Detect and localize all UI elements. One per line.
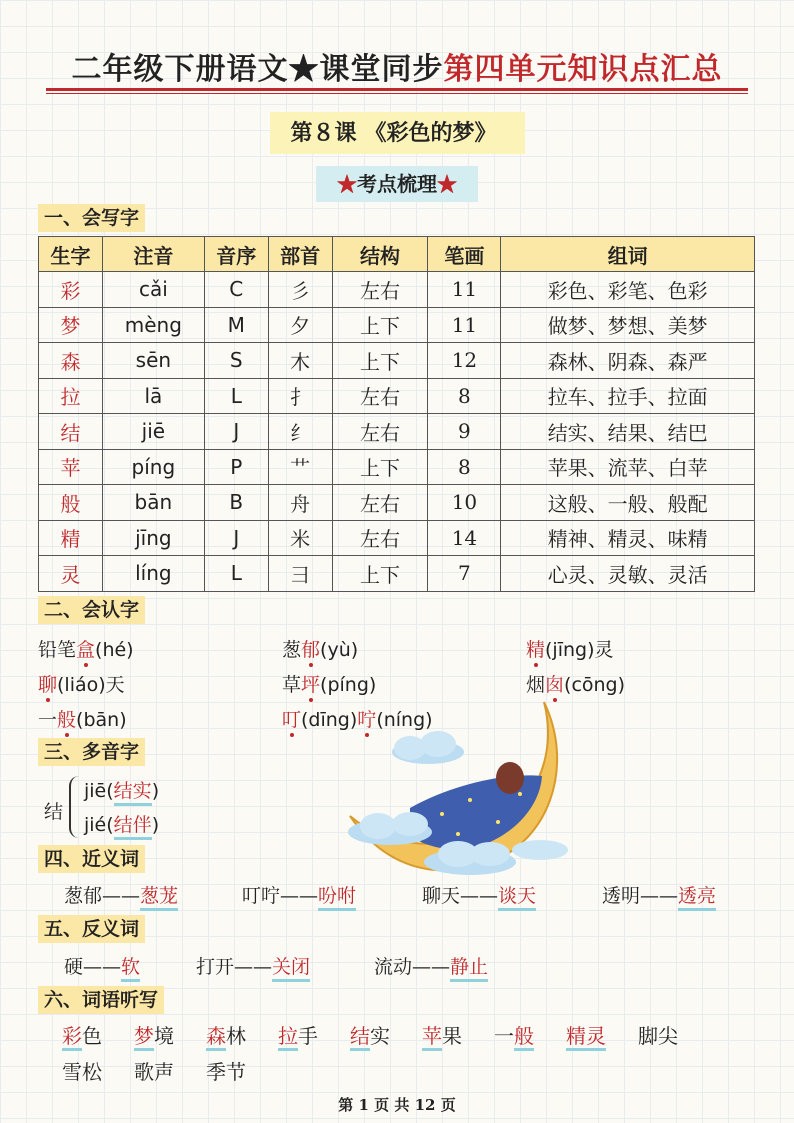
- cell-radical: 夕: [268, 307, 332, 343]
- polyphone-char: 结: [44, 801, 64, 823]
- synonym-word: 叮咛——: [242, 885, 319, 907]
- synonym-answer: 葱茏: [140, 885, 178, 911]
- dictation-char: 梦: [134, 1024, 154, 1051]
- cell-pinyin: píng: [102, 449, 204, 485]
- recognize-pinyin: (jīng)灵: [545, 639, 614, 661]
- cell-strokes: 14: [428, 520, 501, 556]
- cell-pinyin: líng: [102, 556, 204, 592]
- cell-char: 苹: [39, 449, 103, 485]
- col-header: 音序: [204, 237, 268, 272]
- cell-structure: 左右: [332, 272, 428, 308]
- table-header-row: [39, 237, 755, 272]
- recognize-char: 郁: [301, 639, 321, 661]
- cell-radical: 舟: [268, 485, 332, 521]
- cell-pinyin: cǎi: [102, 272, 204, 308]
- section-heading-write: 一、会写字: [38, 204, 145, 232]
- synonym-word: 葱郁——: [64, 885, 141, 907]
- table-row: [39, 343, 755, 379]
- antonym-answer: 静止: [450, 956, 488, 982]
- kaodian-label: 考点梳理: [357, 172, 437, 196]
- table-row: [39, 520, 755, 556]
- synonym-word: 透明——: [602, 885, 679, 907]
- cell-radical: 米: [268, 520, 332, 556]
- cell-initial: C: [204, 272, 268, 308]
- cell-initial: M: [204, 307, 268, 343]
- col-header: 组词: [501, 237, 755, 272]
- dictation-word: [134, 1020, 174, 1049]
- cell-strokes: 11: [428, 272, 501, 308]
- dictation-word: 雪松: [62, 1060, 102, 1084]
- dictation-word: [494, 1020, 534, 1049]
- dictation-char: 手: [298, 1024, 318, 1048]
- title-underline-thin: [46, 93, 748, 94]
- cell-structure: 上下: [332, 307, 428, 343]
- cell-words: 精神、精灵、味精: [501, 520, 755, 556]
- cell-radical: 扌: [268, 378, 332, 414]
- cell-strokes: 11: [428, 307, 501, 343]
- col-header: 生字: [39, 237, 103, 272]
- dictation-word: [206, 1020, 246, 1049]
- brace-icon: [69, 776, 81, 838]
- antonym-answer: 软: [121, 956, 140, 982]
- recognize-pinyin: (yù): [320, 639, 359, 661]
- polyphone-reading: [84, 776, 159, 803]
- lesson-number: 第８课: [290, 120, 357, 146]
- recognize-char: 般: [57, 709, 77, 731]
- dictation-char: 林: [226, 1024, 246, 1048]
- title-part1: 二年级下册语文★课堂同步: [71, 52, 444, 87]
- antonym-answer: 关闭: [272, 956, 310, 982]
- cell-char: 拉: [39, 378, 103, 414]
- recognize-char: 盒: [76, 639, 96, 661]
- col-header: 注音: [102, 237, 204, 272]
- table-row: [39, 414, 755, 450]
- cell-words: 这般、一般、般配: [501, 485, 755, 521]
- cell-initial: L: [204, 556, 268, 592]
- cell-words: 彩色、彩笔、色彩: [501, 272, 755, 308]
- page-title: [0, 44, 794, 88]
- dictation-word: [350, 1020, 390, 1049]
- dictation-char: 般: [514, 1024, 534, 1051]
- dictation-char: 一: [494, 1024, 514, 1048]
- table-row: [39, 485, 755, 521]
- kaodian-banner: [316, 166, 478, 202]
- polyphone-word: 结实: [114, 780, 152, 806]
- dictation-char: 森: [206, 1024, 226, 1051]
- title-underline: [46, 88, 748, 91]
- recognize-item: [38, 670, 125, 697]
- cell-strokes: 10: [428, 485, 501, 521]
- cell-initial: J: [204, 414, 268, 450]
- recognize-char: 坪: [301, 674, 321, 696]
- recognize-char: 聊: [38, 674, 58, 696]
- page-footer: 第 1 页 共 12 页: [338, 1096, 456, 1114]
- recognize-pre: 铅笔: [38, 639, 77, 661]
- cell-words: 做梦、梦想、美梦: [501, 307, 755, 343]
- dictation-word: [62, 1020, 102, 1049]
- recognize-char: 精: [526, 639, 546, 661]
- cell-structure: 上下: [332, 556, 428, 592]
- dictation-char: 色: [82, 1024, 102, 1048]
- recognize-pre: 葱: [282, 639, 302, 661]
- cell-char: 森: [39, 343, 103, 379]
- cell-pinyin: sēn: [102, 343, 204, 379]
- cell-pinyin: bān: [102, 485, 204, 521]
- cell-structure: 上下: [332, 343, 428, 379]
- recognize-pre: 一: [38, 709, 58, 731]
- recognize-pinyin: (dīng): [301, 709, 358, 731]
- dictation-word: [278, 1020, 318, 1049]
- antonym-word: 打开——: [196, 956, 273, 978]
- lesson-banner: [270, 112, 525, 154]
- recognize-item: [526, 670, 625, 697]
- polyphone-paren: ): [151, 780, 160, 802]
- synonym-pair: [602, 881, 716, 908]
- cell-radical: 艹: [268, 449, 332, 485]
- synonym-pair: [64, 881, 178, 908]
- section-heading-synonyms: 四、近义词: [38, 845, 145, 873]
- lesson-name: 《彩色的梦》: [364, 120, 497, 146]
- star-icon: ★: [437, 172, 457, 196]
- recognize-pinyin: (cōng): [564, 674, 626, 696]
- cell-pinyin: lā: [102, 378, 204, 414]
- dictation-word: [566, 1020, 606, 1049]
- cell-structure: 左右: [332, 414, 428, 450]
- cell-structure: 左右: [332, 485, 428, 521]
- section-heading-recognize: 二、会认字: [38, 596, 145, 624]
- cell-radical: 纟: [268, 414, 332, 450]
- cell-words: 心灵、灵敏、灵活: [501, 556, 755, 592]
- dictation-char: 果: [442, 1024, 462, 1048]
- recognize-char: 囱: [545, 674, 565, 696]
- antonym-pair: [196, 952, 310, 979]
- cell-initial: S: [204, 343, 268, 379]
- table-row: [39, 556, 755, 592]
- dictation-char: 实: [370, 1024, 390, 1048]
- dictation-word: 季节: [206, 1060, 246, 1084]
- cell-radical: 彐: [268, 556, 332, 592]
- cell-initial: L: [204, 378, 268, 414]
- dictation-char: 彩: [62, 1024, 82, 1051]
- recognize-item: [282, 670, 376, 697]
- cell-words: 苹果、流苹、白苹: [501, 449, 755, 485]
- cell-words: 森林、阴森、森严: [501, 343, 755, 379]
- recognize-pre: 烟: [526, 674, 546, 696]
- table-row: [39, 307, 755, 343]
- cell-pinyin: jīng: [102, 520, 204, 556]
- dictation-word: 歌声: [134, 1060, 174, 1084]
- cell-char: 彩: [39, 272, 103, 308]
- moon-illustration: [330, 696, 580, 882]
- recognize-item: [526, 635, 614, 662]
- recognize-item: [38, 635, 134, 662]
- cell-structure: 左右: [332, 378, 428, 414]
- dictation-char: 拉: [278, 1024, 298, 1051]
- recognize-item: [282, 635, 358, 662]
- cell-char: 精: [39, 520, 103, 556]
- dictation-char: 精灵: [566, 1024, 606, 1051]
- cell-words: 拉车、拉手、拉面: [501, 378, 755, 414]
- recognize-char: 叮: [282, 709, 302, 731]
- section-heading-antonyms: 五、反义词: [38, 915, 145, 943]
- cell-pinyin: mèng: [102, 307, 204, 343]
- antonym-pair: [374, 952, 488, 979]
- star-icon: ★: [337, 172, 357, 196]
- polyphone-paren: ): [151, 814, 160, 836]
- cell-radical: 木: [268, 343, 332, 379]
- title-part2: 第四单元知识点汇总: [443, 52, 723, 87]
- cell-strokes: 8: [428, 378, 501, 414]
- cell-pinyin: jiē: [102, 414, 204, 450]
- polyphone-reading: [84, 810, 159, 837]
- antonym-word: 流动——: [374, 956, 451, 978]
- recognize-char: 咛: [357, 709, 377, 731]
- table-row: [39, 378, 755, 414]
- characters-table: [38, 236, 755, 592]
- antonym-word: 硬——: [64, 956, 122, 978]
- cell-words: 结实、结果、结巴: [501, 414, 755, 450]
- synonym-answer: 谈天: [498, 885, 536, 911]
- cell-structure: 上下: [332, 449, 428, 485]
- cell-strokes: 12: [428, 343, 501, 379]
- recognize-pinyin: (hé): [95, 639, 134, 661]
- table-row: [39, 272, 755, 308]
- synonym-answer: 透亮: [678, 885, 716, 911]
- recognize-pinyin: (liáo)天: [57, 674, 125, 696]
- dictation-word: 脚尖: [638, 1024, 678, 1048]
- recognize-pinyin: (píng): [320, 674, 377, 696]
- dictation-char: 结: [350, 1024, 370, 1051]
- dictation-word: [422, 1020, 462, 1049]
- recognize-pre: 草: [282, 674, 302, 696]
- cell-initial: B: [204, 485, 268, 521]
- cell-strokes: 7: [428, 556, 501, 592]
- cell-initial: P: [204, 449, 268, 485]
- col-header: 部首: [268, 237, 332, 272]
- cell-structure: 左右: [332, 520, 428, 556]
- col-header: 结构: [332, 237, 428, 272]
- cell-char: 结: [39, 414, 103, 450]
- col-header: 笔画: [428, 237, 501, 272]
- synonym-answer: 吩咐: [318, 885, 356, 911]
- synonym-word: 聊天——: [422, 885, 499, 907]
- dictation-char: 苹: [422, 1024, 442, 1051]
- cell-char: 灵: [39, 556, 103, 592]
- synonym-pair: [242, 881, 356, 908]
- recognize-pinyin: (níng): [376, 709, 433, 731]
- cell-strokes: 9: [428, 414, 501, 450]
- table-row: [39, 449, 755, 485]
- synonym-pair: [422, 881, 536, 908]
- polyphone-pinyin: jié(: [84, 814, 114, 836]
- recognize-item: [38, 705, 127, 732]
- cell-strokes: 8: [428, 449, 501, 485]
- antonym-pair: [64, 952, 140, 979]
- section-heading-polyphone: 三、多音字: [38, 738, 145, 766]
- cell-char: 梦: [39, 307, 103, 343]
- cell-radical: 彡: [268, 272, 332, 308]
- cell-char: 般: [39, 485, 103, 521]
- section-heading-dictation: 六、词语听写: [38, 986, 164, 1014]
- dictation-char: 境: [154, 1024, 174, 1048]
- recognize-pinyin: (bān): [76, 709, 127, 731]
- cell-initial: J: [204, 520, 268, 556]
- polyphone-pinyin: jiē(: [84, 780, 114, 802]
- polyphone-word: 结伴: [114, 814, 152, 840]
